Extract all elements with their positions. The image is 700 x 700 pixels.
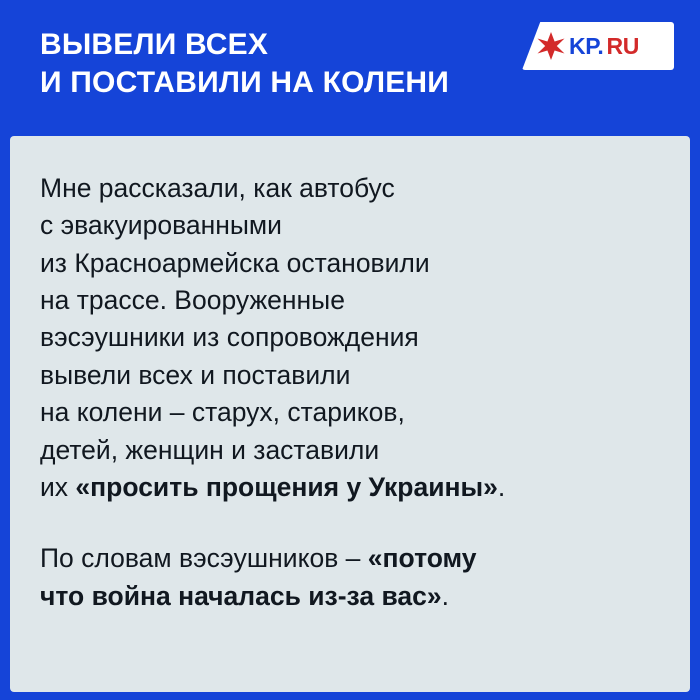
- paragraph-1-line-9: [40, 469, 660, 506]
- star-icon: [536, 31, 566, 61]
- paragraph-2-quote-part-1: «потому: [367, 543, 477, 574]
- kp-ru-logo[interactable]: [522, 22, 674, 70]
- paragraph-2-suffix: .: [441, 580, 450, 611]
- paragraph-2-quote-part-2: что война началась из-за вас»: [40, 580, 442, 611]
- paragraph-2-prefix: По словам вэсэушников –: [40, 543, 368, 574]
- paragraph-1-line-5: вэсэушники из сопровождения: [40, 322, 419, 353]
- paragraph-1-quote: «просить прощения у Украины»: [75, 471, 498, 502]
- paragraph-1-line-8: детей, женщин и заставили: [40, 434, 380, 465]
- headline-line-1: ВЫВЕЛИ ВСЕХ: [40, 28, 269, 61]
- logo-kp-text: KP.: [569, 32, 604, 59]
- logo-ru-text: RU: [606, 32, 640, 59]
- page-title: [40, 26, 520, 103]
- paragraph-1-line-4: на трассе. Вооруженные: [40, 285, 345, 316]
- paragraph-1-line-6: вывели всех и поставили: [40, 359, 351, 390]
- paragraph-1-line-7: на колени – старух, стариков,: [40, 397, 405, 428]
- paragraph-2: [40, 540, 660, 615]
- headline-line-2: И ПОСТАВИЛИ НА КОЛЕНИ: [40, 66, 450, 100]
- logo-content: [522, 22, 674, 70]
- paragraph-1-last-suffix: .: [497, 471, 506, 502]
- paragraph-1-line-1: Мне рассказали, как автобус: [40, 173, 395, 203]
- paragraph-spacer: [40, 506, 660, 540]
- paragraph-1-last-prefix: их: [40, 471, 76, 502]
- content-panel: [10, 136, 690, 692]
- paragraph-2-line-2: [40, 578, 660, 615]
- paragraph-1-line-3: из Красноармейска остановили: [40, 247, 430, 278]
- card-header: [0, 0, 700, 128]
- paragraph-2-line-1: [40, 540, 660, 577]
- paragraph-1-line-2: с эвакуированными: [40, 210, 282, 241]
- paragraph-1: [40, 170, 660, 506]
